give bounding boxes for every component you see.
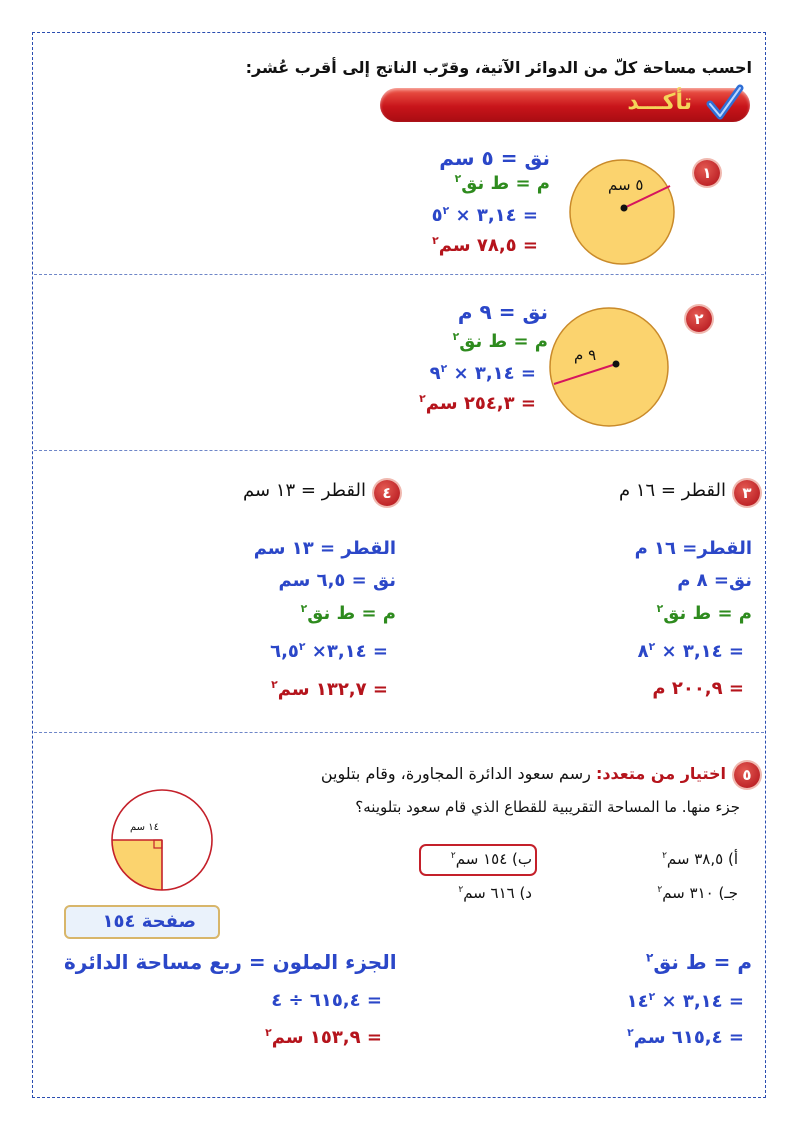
choice-d[interactable]: د) ٦١٦ سم$^٢$ xyxy=(458,884,532,902)
instruction-text: احسب مساحة كلّ من الدوائر الآتية، وقرّب الناتج إلى أقرب عُشر: xyxy=(245,58,752,77)
page-reference: صفحة ١٥٤ xyxy=(102,911,196,932)
q4-line-4: = ٣,١٤× $٦,٥^٢$ xyxy=(270,640,388,662)
q5-line-2: جزء منها. ما المساحة التقريبية للقطاع الذي قام سعود بتلوينه؟ xyxy=(355,798,740,816)
radius-label-1: ٥ سم xyxy=(608,176,644,194)
q1-line-2: م = ط نق$^٢$ xyxy=(454,172,550,194)
q4-line-2: نق = ٦,٥ سم xyxy=(278,570,396,591)
separator-3 xyxy=(34,732,764,733)
q5-right-line-1: م = ط نق$^٢$ xyxy=(646,950,752,974)
q2-line-1: نق = ٩ م xyxy=(457,300,548,324)
page-reference-box xyxy=(64,905,220,939)
q4-line-5: = ١٣٢,٧ سم$^٢$ xyxy=(271,678,388,700)
question-number-1: ١ xyxy=(694,160,720,186)
question-number-3: ٣ xyxy=(734,480,760,506)
separator-1 xyxy=(34,274,764,275)
q5-left-line-1: الجزء الملون = ربع مساحة الدائرة xyxy=(64,950,397,974)
check-banner xyxy=(380,88,750,122)
q5-line-1: اختيار من متعدد: رسم سعود الدائرة المجاورة، وقام بتلوين xyxy=(320,764,726,783)
quarter-radius-label: ١٤ سم xyxy=(130,822,159,833)
circle-figure-1 xyxy=(566,156,678,268)
choice-b[interactable]: ب) ١٥٤ سم$^٢$ xyxy=(450,850,532,868)
q3-line-4: = ٣,١٤ × $٨^٢$ xyxy=(637,640,744,662)
checkmark-icon xyxy=(704,84,744,124)
q5-left-line-2: = ٦١٥,٤ ÷ ٤ xyxy=(271,990,382,1011)
quarter-circle-figure xyxy=(106,784,218,896)
q1-line-3: = ٣,١٤ × $٥^٢$ xyxy=(431,204,538,226)
question-number-4: ٤ xyxy=(374,480,400,506)
q4-heading: القطر = ١٣ سم xyxy=(243,480,366,501)
radius-label-2: ٩ م xyxy=(574,346,597,364)
q4-line-1: القطر = ١٣ سم xyxy=(253,538,396,559)
q4-line-3: م = ط نق$^٢$ xyxy=(300,602,396,624)
q3-line-2: نق= ٨ م xyxy=(677,570,752,591)
circle-figure-2 xyxy=(546,304,672,430)
q1-line-4: = ٧٨,٥ سم$^٢$ xyxy=(432,234,538,256)
q3-line-3: م = ط نق$^٢$ xyxy=(656,602,752,624)
q5-left-line-3: = ١٥٣,٩ سم$^٢$ xyxy=(265,1026,382,1048)
q1-line-1: نق = ٥ سم xyxy=(439,146,550,170)
banner-label: تأكـــد xyxy=(627,90,692,115)
q2-line-4: = ٢٥٤,٣ سم$^٢$ xyxy=(419,392,536,414)
question-number-2: ٢ xyxy=(686,306,712,332)
q3-heading: القطر = ١٦ م xyxy=(618,480,726,501)
q2-line-3: = ٣,١٤ × $٩^٢$ xyxy=(429,362,536,384)
separator-2 xyxy=(34,450,764,451)
q5-right-line-3: = ٦١٥,٤ سم$^٢$ xyxy=(627,1026,744,1048)
choice-a[interactable]: أ) ٣٨,٥ سم$^٢$ xyxy=(662,850,738,868)
question-number-5: ٥ xyxy=(734,762,760,788)
q3-line-5: = ٢٠٠,٩ م xyxy=(652,678,744,699)
q3-line-1: القطر= ١٦ م xyxy=(634,538,752,559)
choice-c[interactable]: جـ) ٣١٠ سم$^٢$ xyxy=(657,884,738,902)
q5-right-line-2: = ٣,١٤ × $١٤^٢$ xyxy=(626,990,744,1012)
q2-line-2: م = ط نق$^٢$ xyxy=(452,330,548,352)
